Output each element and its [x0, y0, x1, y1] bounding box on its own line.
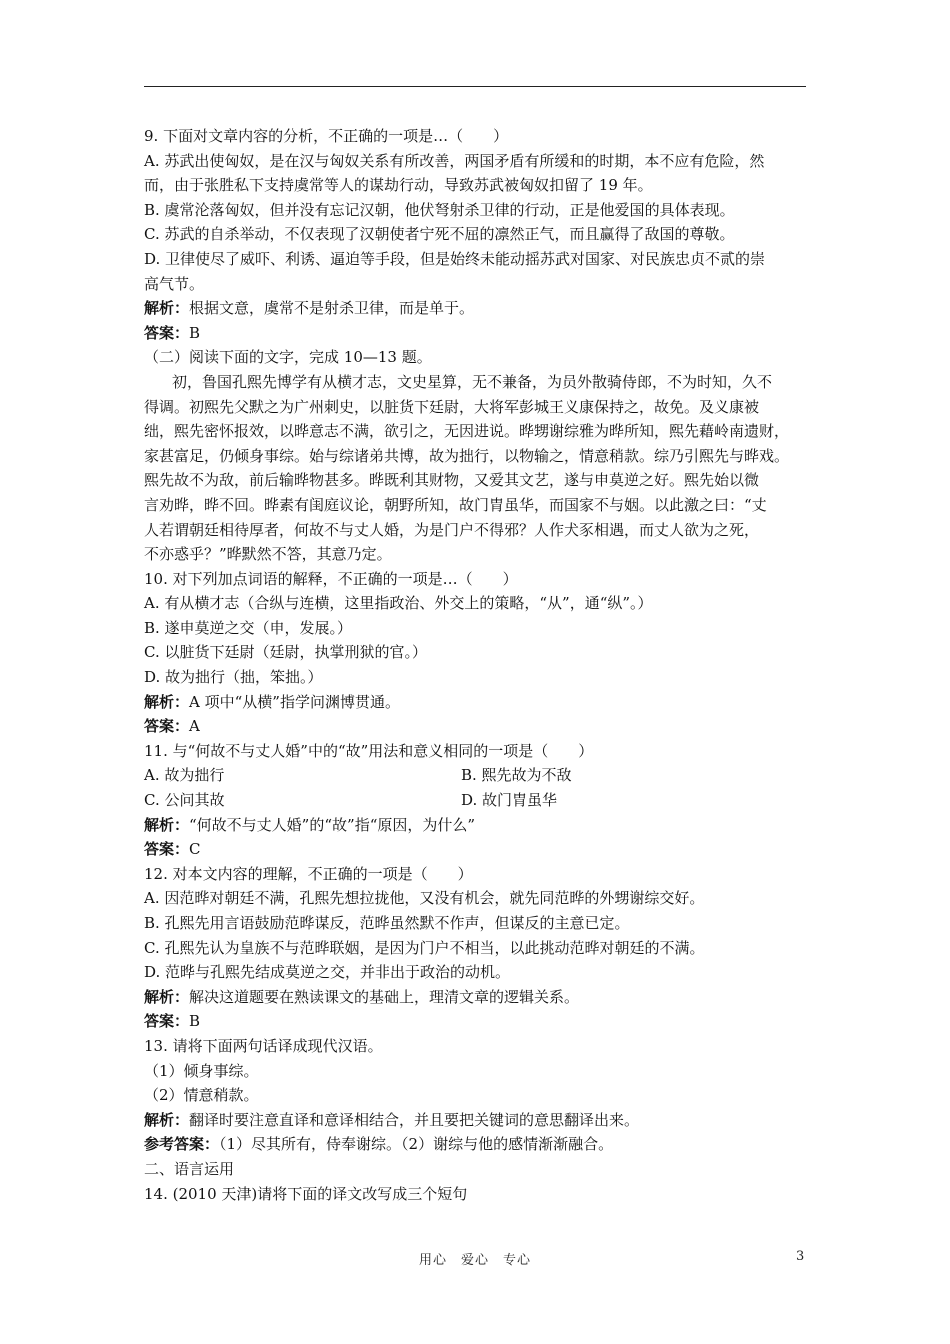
- q11-answer: [144, 837, 824, 862]
- q9-option-a-line2: 而，由于张胜私下支持虞常等人的谋劫行动，导致苏武被匈奴扣留了 19 年。: [144, 176, 653, 195]
- q12-option-d: D. 范晔与孔熙先结成莫逆之交，并非出于政治的动机。: [144, 963, 511, 982]
- q10-option-b: B. 遂申莫逆之交（申，发展。）: [144, 618, 353, 637]
- passage-line: 不亦惑乎？”晔默然不答，其意乃定。: [144, 545, 392, 564]
- q9-analysis: [144, 296, 824, 321]
- q10-option-a: A. 有从横才志（合纵与连横，这里指政治、外交上的策略，“从”，通“纵”。）: [144, 594, 653, 613]
- answer-label: 答案：: [144, 1012, 190, 1031]
- analysis-text: 根据文意，虞常不是射杀卫律，而是单于。: [189, 299, 475, 318]
- q13-sentence-2: （2）情意稍款。: [144, 1086, 259, 1105]
- answer-text: B: [189, 323, 201, 342]
- answer-label: 答案：: [144, 840, 190, 859]
- analysis-text: “何故不与丈人婚”的“故”指“原因，为什么”: [189, 815, 476, 834]
- q13-analysis: [144, 1108, 824, 1133]
- section3-title: 二、语言运用: [144, 1159, 235, 1178]
- document-body: [144, 124, 824, 1206]
- q13-stem: 13. 请将下面两句话译成现代汉语。: [144, 1036, 383, 1055]
- reference-answer-text: （1）尽其所有，侍奉谢综。（2）谢综与他的感情渐渐融合。: [219, 1135, 614, 1154]
- answer-text: B: [189, 1012, 201, 1031]
- q11-option-c: C. 公问其故: [144, 791, 225, 810]
- q9-option-c: C. 苏武的自杀举动，不仅表现了汉朝使者宁死不屈的凛然正气，而且赢得了敌国的尊敬。: [144, 225, 735, 244]
- analysis-label: 解析：: [144, 692, 190, 711]
- analysis-label: 解析：: [144, 987, 190, 1006]
- q14-stem: 14. (2010 天津)请将下面的译文改写成三个短句: [144, 1184, 468, 1203]
- q11-option-a: A. 故为拙行: [144, 766, 225, 785]
- analysis-label: 解析：: [144, 815, 190, 834]
- q10-option-d: D. 故为拙行（拙，笨拙。）: [144, 668, 323, 687]
- passage-line: 人若谓朝廷相待厚者，何故不与丈人婚，为是门户不得邪？人作犬豕相遇，而丈人欲为之死，: [144, 520, 760, 539]
- q11-option-d: D. 故门胄虽华: [461, 791, 558, 810]
- q9-option-d-line1: D. 卫律使尽了威吓、利诱、逼迫等手段，但是始终未能动摇苏武对国家、对民族忠贞不贰的崇: [144, 249, 766, 268]
- q13-sentence-1: （1）倾身事综。: [144, 1061, 259, 1080]
- q12-option-c: C. 孔熙先认为皇族不与范晔联姻，是因为门户不相当，以此挑动范晔对朝廷的不满。: [144, 938, 705, 957]
- analysis-text: 解决这道题要在熟读课文的基础上，理清文章的逻辑关系。: [189, 987, 580, 1006]
- q10-answer: [144, 714, 824, 739]
- header-rule: [144, 86, 806, 87]
- q12-option-a: A. 因范晔对朝廷不满，孔熙先想拉拢他，又没有机会，就先同范晔的外甥谢综交好。: [144, 889, 705, 908]
- answer-label: 答案：: [144, 323, 190, 342]
- q13-reference-answer: [144, 1132, 824, 1157]
- q11-options-row1: [144, 763, 824, 788]
- footer-motto: 用心 爱心 专心: [418, 1253, 531, 1268]
- q12-stem: 12. 对本文内容的理解，不正确的一项是（ ）: [144, 864, 473, 883]
- q9-stem: 9. 下面对文章内容的分析，不正确的一项是…（ ）: [144, 127, 509, 145]
- q12-analysis: [144, 985, 824, 1010]
- q9-answer: [144, 321, 824, 346]
- q11-analysis: [144, 813, 824, 838]
- analysis-text: A 项中“从横”指学问渊博贯通。: [189, 692, 400, 711]
- passage-line: 得调。初熙先父默之为广州刺史，以脏货下廷尉，大将军彭城王义康保持之，故免。及义康被: [144, 397, 760, 416]
- page-number: 3: [796, 1249, 805, 1264]
- q12-option-b: B. 孔熙先用言语鼓励范晔谋反，范晔虽然默不作声，但谋反的主意已定。: [144, 914, 630, 932]
- answer-text: A: [189, 717, 200, 736]
- q11-stem: 11. 与“何故不与丈人婚”中的“故”用法和意义相同的一项是（ ）: [144, 741, 594, 760]
- passage-line: 熙先故不为敌，前后输晔物甚多。晔既利其财物，又爱其文艺，遂与申莫逆之好。熙先始以微: [144, 471, 760, 490]
- passage-line: 初，鲁国孔熙先博学有从横才志，文史星算，无不兼备，为员外散骑侍郎，不为时知，久不: [172, 372, 773, 391]
- passage-line: 家甚富足，仍倾身事综。始与综诸弟共博，故为拙行，以物输之，情意稍款。综乃引熙先与晔戏。: [144, 446, 790, 465]
- q10-analysis: [144, 690, 824, 715]
- analysis-label: 解析：: [144, 299, 190, 318]
- q10-stem: 10. 对下列加点词语的解释，不正确的一项是…（ ）: [144, 569, 518, 588]
- q11-option-b: B. 熙先故为不敌: [461, 766, 572, 785]
- passage-line: 言劝晔，晔不回。晔素有闺庭议论，朝野所知，故门胄虽华，而国家不与姻。以此激之曰：“丈: [144, 495, 767, 514]
- section2-intro: （二）阅读下面的文字，完成 10—13 题。: [144, 348, 432, 367]
- analysis-label: 解析：: [144, 1110, 190, 1129]
- q10-option-c: C. 以脏货下廷尉（廷尉，执掌刑狱的官。）: [144, 643, 427, 662]
- q9-option-b: B. 虞常沦落匈奴，但并没有忘记汉朝，他伏弩射杀卫律的行动，正是他爱国的具体表现。: [144, 200, 735, 219]
- q11-options-row2: [144, 788, 824, 813]
- passage-line: 绌，熙先密怀报效，以晔意志不满，欲引之，无因进说。晔甥谢综雅为晔所知，熙先藉岭南遗财，: [144, 422, 790, 441]
- q9-option-d-line2: 高气节。: [144, 274, 205, 293]
- q12-answer: [144, 1009, 824, 1034]
- answer-label: 答案：: [144, 717, 190, 736]
- reference-answer-label: 参考答案：: [144, 1135, 220, 1154]
- q9-option-a-line1: A. 苏武出使匈奴，是在汉与匈奴关系有所改善，两国矛盾有所缓和的时期，本不应有危险，然: [144, 151, 765, 170]
- analysis-text: 翻译时要注意直译和意译相结合，并且要把关键词的意思翻译出来。: [189, 1110, 640, 1129]
- answer-text: C: [189, 840, 201, 859]
